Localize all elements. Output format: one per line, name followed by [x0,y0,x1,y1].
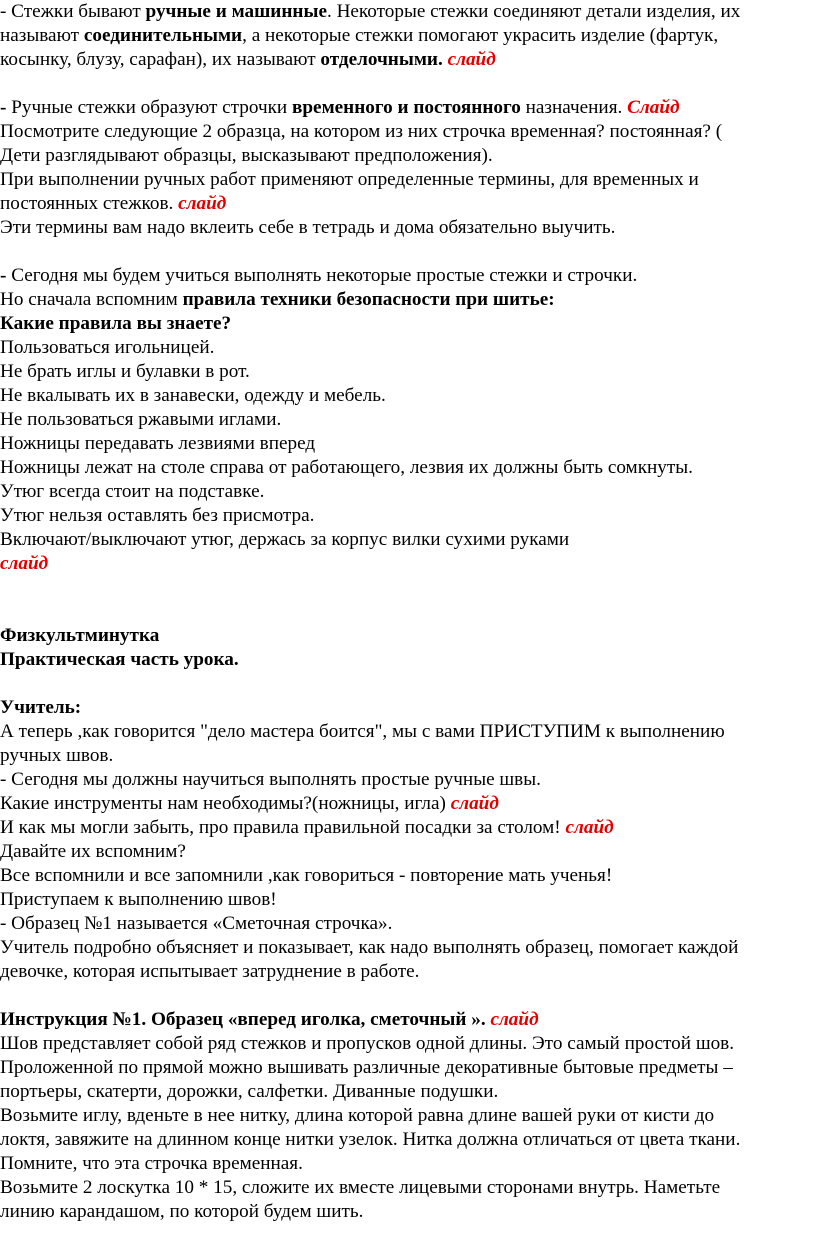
text-line [0,48,812,72]
text-line [0,816,812,840]
teacher-label [0,696,812,720]
text-line: Эти термины вам надо вклеить себе в тетрадь и дома обязательно выучить. [0,217,616,238]
bold-dash: - [0,265,7,286]
bold-heading: Инструкция №1. Образец «вперед иголка, сметочный ». [0,1009,491,1030]
bold-dash: - [0,97,7,118]
text-line: - Образец №1 называется «Сметочная строчка». [0,913,393,934]
text-line [0,192,812,216]
rules-heading [0,312,812,336]
bold-term: временного и постоянного [292,97,521,118]
paragraph-spacer [0,672,812,696]
paragraph-instruction [0,1008,812,1224]
text-run: назначения. [520,97,628,118]
text-line: Учитель подробно объясняет и показывает, как надо выполнять образец, помогает каждой [0,937,739,958]
instruction-title [0,1008,812,1032]
bold-heading: Какие правила вы знаете? [0,313,232,334]
text-line: Возьмите 2 лоскутка 10 * 15, сложите их вместе лицевыми сторонами внутрь. Наметьте [0,1177,721,1198]
text-line: портьеры, скатерти, дорожки, салфетки. Диванные подушки. [0,1081,499,1102]
text-run: Ручные стежки образуют строчки [6,97,293,118]
bold-term: соединительными [83,25,243,46]
slide-marker: Слайд [627,97,680,118]
text-line: Давайте их вспомним? [0,841,186,862]
section-headings [0,624,812,672]
bold-heading: Физкультминутка [0,625,160,646]
text-line: Все вспомнили и все запомнили ,как говориться - повторение мать ученья! [0,865,613,886]
text-line [0,0,812,24]
slide-marker: слайд [450,793,499,814]
text-line [0,96,812,120]
text-line: ручных швов. [0,745,114,766]
text-line: Возьмите иглу, вденьте в нее нитку, длина которой равна длине вашей руки от кисти до [0,1105,715,1126]
text-line: Дети разглядывают образцы, высказывают предположения). [0,145,493,166]
text-line [0,264,812,288]
slide-marker: слайд [565,817,614,838]
rule-item: Включают/выключают утюг, держась за корпус вилки сухими руками [0,529,570,550]
text-line: Шов представляет собой ряд стежков и пропусков одной длины. Это самый простой шов. [0,1033,735,1054]
text-line [0,792,812,816]
text-line: локтя, завяжите на длинном конце нитки узелок. Нитка должна отличаться от цвета ткани. [0,1129,741,1150]
text-line: Приступаем к выполнению швов! [0,889,277,910]
text-run: Но сначала вспомним [0,289,183,310]
slide-marker: слайд [178,193,227,214]
paragraph-spacer [0,240,812,264]
text-line: А теперь ,как говорится "дело мастера боится", мы с вами ПРИСТУПИМ к выполнению [0,721,725,742]
paragraph-hand-stitches [0,96,812,240]
slide-marker: слайд [0,553,49,574]
rule-item: Пользоваться игольницей. [0,337,215,358]
rule-item: Ножницы передавать лезвиями вперед [0,433,316,454]
slide-marker: слайд [442,49,496,70]
bold-heading: Учитель: [0,697,82,718]
bold-heading: Практическая часть урока. [0,649,239,670]
rule-item: Ножницы лежат на столе справа от работающего, лезвия их должны быть сомкнуты. [0,457,693,478]
rule-item: Не вкалывать их в занавески, одежду и мебель. [0,385,386,406]
paragraph-spacer [0,984,812,1008]
bold-term: ручные и машинные [145,1,327,22]
text-run: косынку, блузу, сарафан), их называют [0,49,321,70]
section-heading [0,648,812,672]
slide-marker: слайд [490,1009,539,1030]
text-run: постоянных стежков. [0,193,179,214]
text-run: . Некоторые стежки соединяют детали изделия, их [326,1,741,22]
text-line: - Сегодня мы должны научиться выполнять простые ручные швы. [0,769,541,790]
paragraph-stitch-types [0,0,812,72]
text-run: называют [0,25,84,46]
text-line: Помните, что эта строчка временная. [0,1153,303,1174]
text-run: Какие инструменты нам необходимы?(ножницы, игла) [0,793,451,814]
paragraph-safety-rules [0,264,812,576]
rule-item: Утюг нельзя оставлять без присмотра. [0,505,315,526]
text-line: линию карандашом, по которой будем шить. [0,1201,364,1222]
section-heading [0,624,812,648]
rule-item: Не брать иглы и булавки в рот. [0,361,250,382]
text-line [0,288,812,312]
text-line: Посмотрите следующие 2 образца, на котором из них строчка временная? постоянная? ( [0,121,723,142]
text-line [0,24,812,48]
text-line: Проложенной по прямой можно вышивать различные декоративные бытовые предметы – [0,1057,733,1078]
text-run: Сегодня мы будем учиться выполнять некоторые простые стежки и строчки. [6,265,638,286]
text-run: , а некоторые стежки помогают украсить изделие (фартук, [242,25,719,46]
rule-item: Утюг всегда стоит на подставке. [0,481,265,502]
bold-term: отделочными. [320,49,443,70]
bold-term: правила техники безопасности при шитье: [182,289,555,310]
rule-item: Не пользоваться ржавыми иглами. [0,409,282,430]
paragraph-spacer [0,72,812,96]
text-run: И как мы могли забыть, про правила правильной посадки за столом! [0,817,566,838]
text-run: - Стежки бывают [0,1,146,22]
text-line: девочке, которая испытывает затруднение в работе. [0,961,420,982]
paragraph-teacher [0,696,812,984]
paragraph-spacer [0,576,812,624]
text-line: При выполнении ручных работ применяют определенные термины, для временных и [0,169,699,190]
